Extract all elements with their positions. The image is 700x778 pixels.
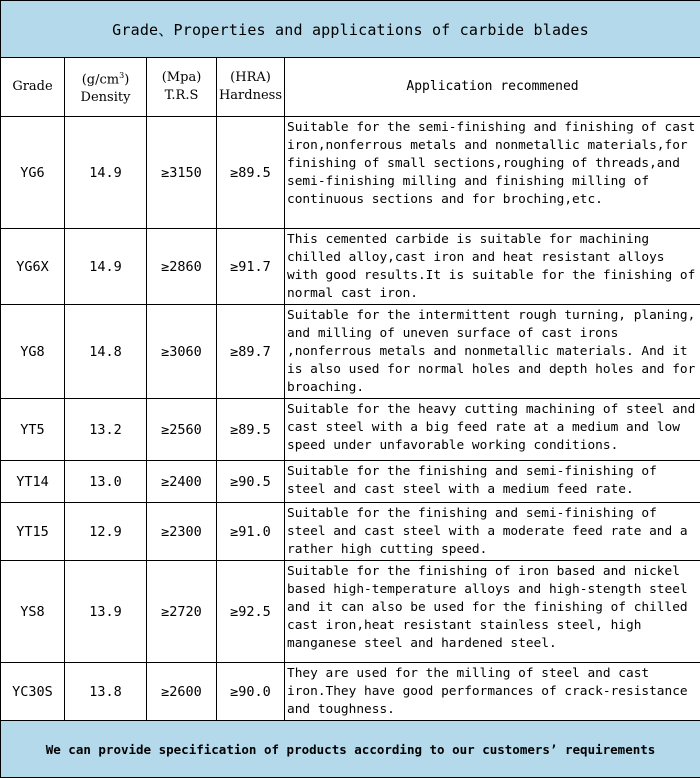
header-application (285, 58, 700, 117)
table-row (1, 117, 700, 229)
cell-trs: ≥2400 (147, 461, 217, 503)
cell-density: 13.0 (65, 461, 147, 503)
cell-grade: YG6 (1, 117, 65, 229)
cell-density: 13.8 (65, 663, 147, 721)
cell-application: Suitable for the finishing and semi-finishing of steel and cast steel with a medium feed rate. (285, 461, 700, 503)
footer-note: We can provide specification of products according to our customers’ requirements (1, 721, 700, 778)
cell-trs: ≥2600 (147, 663, 217, 721)
table-row (1, 305, 700, 399)
cell-density: 13.9 (65, 561, 147, 663)
header-hardness (217, 58, 285, 117)
header-trs-label: T.R.S (165, 88, 199, 103)
header-density-label: Density (81, 90, 131, 105)
table-row (1, 561, 700, 663)
cell-trs: ≥2300 (147, 503, 217, 561)
cell-grade: YS8 (1, 561, 65, 663)
density-unit-prefix: (g/cm (82, 72, 119, 87)
cell-hardness: ≥89.5 (217, 399, 285, 461)
trs-unit: (Mpa) (162, 70, 202, 85)
cell-trs: ≥2560 (147, 399, 217, 461)
cell-density: 14.8 (65, 305, 147, 399)
density-unit-suffix: ) (124, 72, 129, 87)
header-hardness-label: Hardness (219, 88, 282, 103)
cell-hardness: ≥91.0 (217, 503, 285, 561)
density-unit-sup: 3 (119, 71, 124, 80)
cell-application: Suitable for the heavy cutting machining of steel and cast steel with a big feed rate at a medium and low speed under unfavorable working conditions. (285, 399, 700, 461)
cell-trs: ≥3060 (147, 305, 217, 399)
table-title: Grade、Properties and applications of carbide blades (1, 1, 700, 58)
header-application-label: Application recommened (406, 79, 578, 94)
cell-grade: YT14 (1, 461, 65, 503)
cell-application: Suitable for the finishing and semi-finishing of steel and cast steel with a moderate feed rate and a rather high cutting speed. (285, 503, 700, 561)
hardness-unit: (HRA) (230, 70, 271, 85)
cell-grade: YT5 (1, 399, 65, 461)
cell-density: 12.9 (65, 503, 147, 561)
cell-hardness: ≥92.5 (217, 561, 285, 663)
table-row (1, 461, 700, 503)
cell-trs: ≥3150 (147, 117, 217, 229)
cell-hardness: ≥90.5 (217, 461, 285, 503)
cell-application: Suitable for the intermittent rough turning, planing, and milling of uneven surface of cast irons ,nonferrous metals and nonmetallic materials. And it is also used for normal holes and depth holes and for broaching. (285, 305, 700, 399)
cell-grade: YG8 (1, 305, 65, 399)
header-row (1, 58, 700, 117)
header-trs (147, 58, 217, 117)
header-grade (1, 58, 65, 117)
cell-density: 14.9 (65, 229, 147, 305)
cell-grade: YC30S (1, 663, 65, 721)
cell-trs: ≥2860 (147, 229, 217, 305)
cell-hardness: ≥89.7 (217, 305, 285, 399)
cell-density: 13.2 (65, 399, 147, 461)
table-row (1, 229, 700, 305)
cell-grade: YT15 (1, 503, 65, 561)
cell-hardness: ≥90.0 (217, 663, 285, 721)
cell-application: Suitable for the finishing of iron based and nickel based high-temperature alloys and high-stength steel and it can also be used for the finishing of chilled cast iron,heat resistant stainless steel, high manganese steel and hardened steel. (285, 561, 700, 663)
cell-hardness: ≥89.5 (217, 117, 285, 229)
table-row (1, 503, 700, 561)
cell-application: This cemented carbide is suitable for machining chilled alloy,cast iron and heat resistant alloys with good results.It is suitable for the finishing of normal cast iron. (285, 229, 700, 305)
cell-density: 14.9 (65, 117, 147, 229)
table-row (1, 663, 700, 721)
cell-grade: YG6X (1, 229, 65, 305)
table-row (1, 399, 700, 461)
cell-hardness: ≥91.7 (217, 229, 285, 305)
header-grade-label: Grade (12, 79, 52, 94)
cell-trs: ≥2720 (147, 561, 217, 663)
cell-application: Suitable for the semi-finishing and finishing of cast iron,nonferrous metals and nonmetallic materials,for finishing of small sections,roughing of threads,and semi-finishing milling and finishing milling of continuous sections and for broching,etc. (285, 117, 700, 229)
header-density (65, 58, 147, 117)
cell-application: They are used for the milling of steel and cast iron.They have good performances of crack-resistance and toughness. (285, 663, 700, 721)
